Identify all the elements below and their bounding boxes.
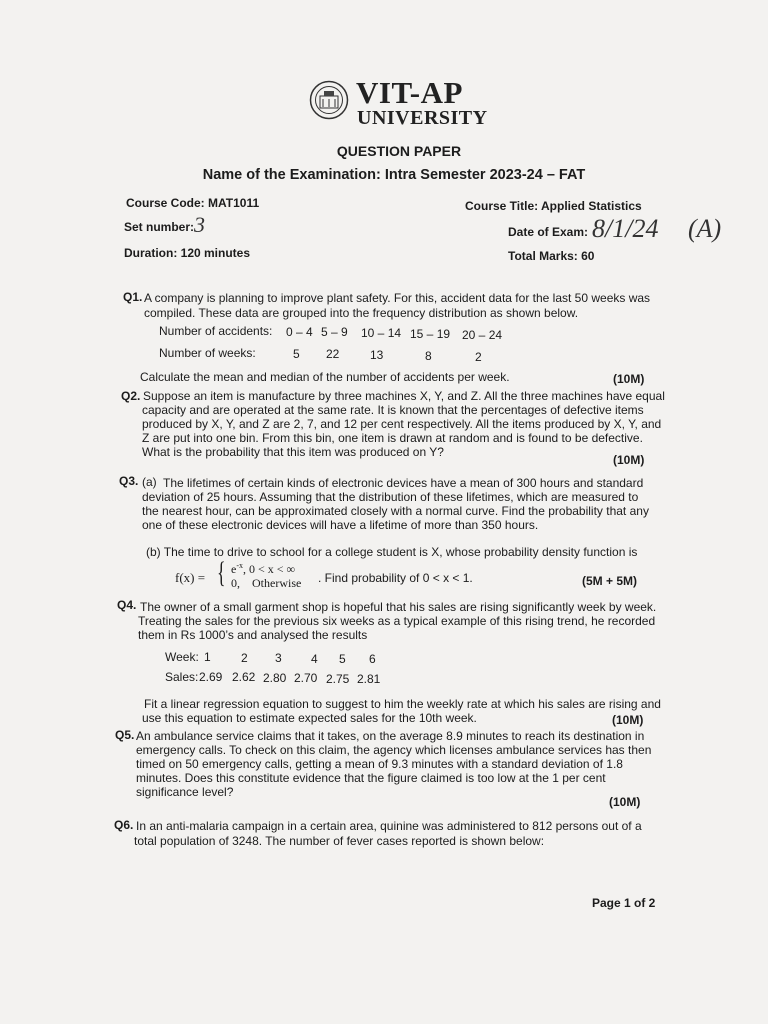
q2-text-line: capacity and are operated at the same rate. It is known that the percentages of defective items (142, 403, 644, 417)
q3-text-line: one of these electronic devices will have a lifetime of more than 350 hours. (142, 518, 539, 532)
q5-marks: (10M) (609, 795, 641, 809)
q2-text-line: What is the probability that this item was produced on Y? (142, 445, 444, 459)
q3-pdf-brace: { (217, 556, 226, 589)
q3-pdf-case1 (231, 561, 295, 577)
q4-week-cell: 4 (311, 652, 318, 666)
q2-text-line: Z are put into one bin. From this bin, one item is drawn at random and is found to be defective. (142, 431, 643, 445)
total-marks: Total Marks: 60 (508, 249, 595, 263)
q5-text-line: An ambulance service claims that it takes, on the average 8.9 minutes to reach its destination in (136, 729, 645, 743)
q3-pdf-fx: f(x) = (175, 570, 206, 585)
duration: Duration: 120 minutes (124, 246, 251, 260)
q4-text-line: them in Rs 1000’s and analysed the results (138, 628, 368, 642)
q3-find-line: . Find probability of 0 < x < 1. (318, 571, 473, 585)
q4-sales-cell: 2.62 (232, 670, 256, 684)
q1-weeks-cell: 13 (370, 348, 384, 362)
q1-weeks-cell: 22 (326, 347, 340, 361)
q2-text-line: Suppose an item is manufacture by three machines X, Y, and Z. All the three machines have equal (143, 389, 665, 403)
q1-accidents-label: Number of accidents: (159, 324, 273, 338)
university-seal-icon (309, 80, 349, 120)
q6-text-line: In an anti-malaria campaign in a certain area, quinine was administered to 812 persons out of a (136, 819, 642, 833)
q3-pdf-case2 (231, 576, 301, 591)
q4-fit-line: Fit a linear regression equation to suggest to him the weekly rate at which his sales are rising and (144, 697, 661, 711)
q2-number: Q2. (121, 389, 141, 403)
q4-sales-cell: 2.75 (326, 672, 350, 686)
q3-part-b-line: (b) The time to drive to school for a college student is X, whose probability density function is (146, 545, 638, 559)
page-number: Page 1 of 2 (592, 896, 656, 910)
q4-week-cell: 2 (241, 651, 248, 665)
course-code: Course Code: MAT1011 (126, 196, 260, 210)
q2-marks: (10M) (613, 453, 645, 467)
q4-sales-cell: 2.80 (263, 671, 287, 685)
q3-text-line: deviation of 25 hours. Assuming that the distribution of these lifetimes, which are measured to (142, 490, 639, 504)
university-name-line1: VIT-AP (356, 75, 463, 110)
set-number-label: Set number: (124, 220, 195, 234)
exam-name: Name of the Examination: Intra Semester 2023-24 – FAT (202, 167, 586, 183)
q6-text-line: total population of 3248. The number of fever cases reported is shown below: (134, 834, 545, 848)
course-title: Course Title: Applied Statistics (465, 199, 642, 213)
q1-weeks-label: Number of weeks: (159, 346, 256, 360)
q3-case1-sup: -x (236, 561, 243, 570)
q1-accidents-cell: 0 – 4 (286, 325, 313, 339)
q1-accidents-cell: 15 – 19 (410, 327, 451, 341)
q2-text-line: produced by X, Y, and Z are 2, 7, and 12 per cent respectively. All the items produced by X, Y, and (142, 417, 662, 431)
q4-number: Q4. (117, 598, 137, 612)
university-name-line2: UNIVERSITY (357, 107, 488, 129)
q3-text-line: the nearest hour, can be approximated closely with a normal curve. Find the probability that any (142, 504, 649, 518)
q4-fit-line: use this equation to estimate expected sales for the 10th week. (142, 711, 477, 725)
q1-text-line: A company is planning to improve plant safety. For this, accident data for the last 50 weeks was (144, 291, 651, 305)
q3-case2-cond: Otherwise (252, 576, 302, 590)
q4-sales-cell: 2.81 (357, 672, 381, 686)
q4-marks: (10M) (612, 713, 644, 727)
q4-text-line: The owner of a small garment shop is hopeful that his sales are rising significantly week by week. (140, 600, 657, 614)
q3-text-line: The lifetimes of certain kinds of electronic devices have a mean of 300 hours and standard (163, 476, 644, 490)
q3-case1-cond: , 0 < x < ∞ (243, 562, 296, 576)
date-note: (A) (688, 214, 722, 243)
date-label: Date of Exam: (508, 225, 589, 239)
q5-text-line: significance level? (136, 785, 234, 799)
date-value: 8/1/24 (592, 214, 659, 243)
q4-text-line: Treating the sales for the previous six weeks as a typical example of this rising trend, he recorded (138, 614, 656, 628)
q4-sales-cell: 2.69 (199, 670, 223, 684)
q1-text-line: compiled. These data are grouped into the frequency distribution as shown below. (144, 306, 579, 320)
q3-case2-expr: 0, (231, 576, 240, 590)
q5-text-line: emergency calls. To check on this claim, the agency which licenses ambulance services has then (136, 743, 652, 757)
q1-weeks-cell: 8 (425, 349, 432, 363)
q1-weeks-cell: 2 (475, 350, 482, 364)
q3-marks: (5M + 5M) (582, 574, 638, 588)
q1-accidents-cell: 5 – 9 (321, 325, 348, 339)
q5-text-line: minutes. Does this constitute evidence that the figure claimed is too low at the 1 per cent (136, 771, 606, 785)
q4-week-cell: 3 (275, 651, 282, 665)
q3-number: Q3. (119, 474, 139, 488)
q1-marks: (10M) (613, 372, 645, 386)
q1-number: Q1. (123, 290, 143, 304)
q3-case1-expr: e (231, 562, 237, 576)
set-number-value: 3 (194, 212, 205, 237)
q6-number: Q6. (114, 818, 134, 832)
paper-title: QUESTION PAPER (336, 143, 462, 159)
q5-number: Q5. (115, 728, 135, 742)
q1-weeks-cell: 5 (293, 347, 300, 361)
q5-text-line: timed on 50 emergency calls, getting a mean of 9.3 minutes with a standard deviation of 1.8 (136, 757, 623, 771)
q4-sales-cell: 2.70 (294, 671, 318, 685)
q1-text-line: Calculate the mean and median of the number of accidents per week. (140, 370, 510, 384)
q4-week-cell: 1 (204, 650, 211, 664)
q4-week-label: Week: (165, 650, 199, 664)
q1-accidents-cell: 20 – 24 (462, 328, 503, 342)
q3-part-a-label: (a) (142, 475, 157, 489)
q4-sales-label: Sales: (165, 670, 199, 684)
q4-week-cell: 6 (369, 652, 376, 666)
q4-week-cell: 5 (339, 652, 346, 666)
q1-accidents-cell: 10 – 14 (361, 326, 402, 340)
